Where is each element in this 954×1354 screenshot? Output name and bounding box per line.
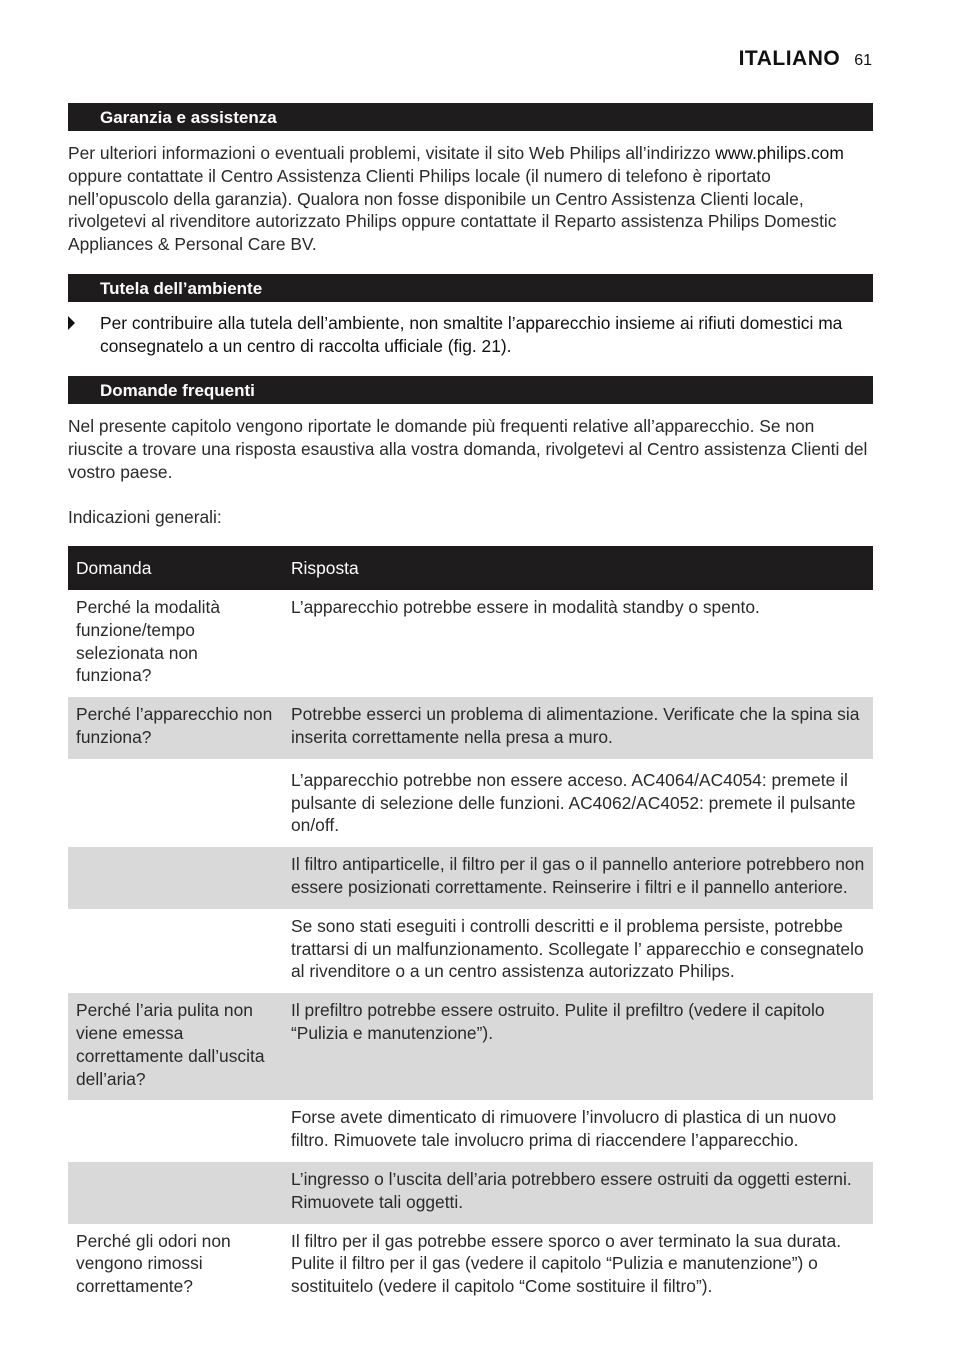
- table-row: [68, 1100, 873, 1162]
- question-cell: [68, 847, 283, 909]
- page-header: [739, 47, 872, 71]
- section-heading-warranty: Garanzia e assistenza: [68, 103, 873, 131]
- page-number: 61: [854, 52, 872, 69]
- question-cell: [68, 909, 283, 993]
- answer-cell: Se sono stati eseguiti i controlli descritti e il problema persiste, potrebbe trattarsi di un malfunzionamento. Scollegate l’ apparecchio e consegnatelo al rivenditore o a un centro assistenza autorizzato Philips.: [291, 915, 864, 982]
- environment-bullet-text: Per contribuire alla tutela dell’ambiente, non smaltite l’apparecchio insieme ai rifiuti domestici ma consegnatelo a un centro di raccolta ufficiale (fig. 21).: [100, 313, 843, 356]
- answer-cell: Forse avete dimenticato di rimuovere l’involucro di plastica di un nuovo filtro. Rimuovete tale involucro prima di riaccendere l’apparecchio.: [291, 1107, 837, 1151]
- question-cell: Perché gli odori non vengono rimossi correttamente?: [76, 1230, 231, 1297]
- faq-table: [68, 546, 873, 1308]
- table-row: [68, 993, 873, 1100]
- answer-cell: Potrebbe esserci un problema di alimentazione. Verificate che la spina sia inserita correttamente nella presa a muro.: [283, 697, 873, 761]
- table-row: [68, 847, 873, 909]
- question-cell: [68, 1162, 283, 1224]
- faq-table-header: [68, 546, 873, 590]
- section-heading-environment: Tutela dell’ambiente: [68, 274, 873, 302]
- question-cell: Perché l’apparecchio non funziona?: [68, 697, 283, 761]
- column-header-question: Domanda: [68, 546, 283, 590]
- answer-cell: Il prefiltro potrebbe essere ostruito. Pulite il prefiltro (vedere il capitolo “Pulizia e manutenzione”).: [283, 993, 873, 1100]
- question-cell: [68, 761, 283, 847]
- philips-website-link[interactable]: www.philips.com: [715, 143, 844, 163]
- table-row: [68, 697, 873, 761]
- warranty-paragraph: [68, 142, 874, 256]
- bullet-triangle-icon: [68, 316, 75, 330]
- table-row: [68, 1162, 873, 1224]
- warranty-text-after: oppure contattate il Centro Assistenza Clienti Philips locale (il numero di telefono è riportato nell’opuscolo della garanzia). Qualora non fosse disponibile un Centro Assistenza Clienti locale, rivolgetevi al rivenditore autorizzato Philips oppure contattate il Reparto assistenza Philips Domestic Appliances & Personal Care BV.: [68, 165, 837, 255]
- table-row: [68, 909, 873, 993]
- table-row: [68, 761, 873, 847]
- answer-cell: L’apparecchio potrebbe essere in modalità standby o spento.: [291, 597, 760, 617]
- answer-cell: Il filtro per il gas potrebbe essere sporco o aver terminato la sua durata. Pulite il filtro per il gas (vedere il capitolo “Pulizia e manutenzione”) o sostituitelo (vedere il capitolo “Come sostituire il filtro”).: [291, 1230, 842, 1297]
- column-header-answer: Risposta: [283, 546, 873, 590]
- answer-cell: L’ingresso o l’uscita dell’aria potrebbero essere ostruiti da oggetti esterni. Rimuovete tali oggetti.: [283, 1162, 873, 1224]
- answer-cell: Il filtro antiparticelle, il filtro per il gas o il pannello anteriore potrebbero non essere posizionati correttamente. Reinserire i filtri e il pannello anteriore.: [283, 847, 873, 909]
- question-cell: [68, 1100, 283, 1162]
- answer-cell: L’apparecchio potrebbe non essere acceso. AC4064/AC4054: premete il pulsante di selezione delle funzioni. AC4062/AC4052: premete il pulsante on/off.: [283, 761, 873, 847]
- warranty-text-before: Per ulteriori informazioni o eventuali problemi, visitate il sito Web Philips all’indirizzo: [68, 143, 711, 163]
- table-row: [68, 1224, 873, 1308]
- section-heading-faq: Domande frequenti: [68, 376, 873, 404]
- question-cell: Perché la modalità funzione/tempo selezionata non funziona?: [76, 597, 221, 686]
- table-row: [68, 590, 873, 697]
- general-indications-label: Indicazioni generali:: [68, 507, 222, 527]
- faq-intro: Nel presente capitolo vengono riportate le domande più frequenti relative all’apparecchio. Se non riuscite a trovare una risposta esaustiva alla vostra domanda, rivolgetevi al Centro assistenza Clienti del vostro paese.: [68, 416, 868, 482]
- question-cell: Perché l’aria pulita non viene emessa correttamente dall’uscita dell’aria?: [68, 993, 283, 1100]
- language-label: ITALIANO: [738, 47, 841, 70]
